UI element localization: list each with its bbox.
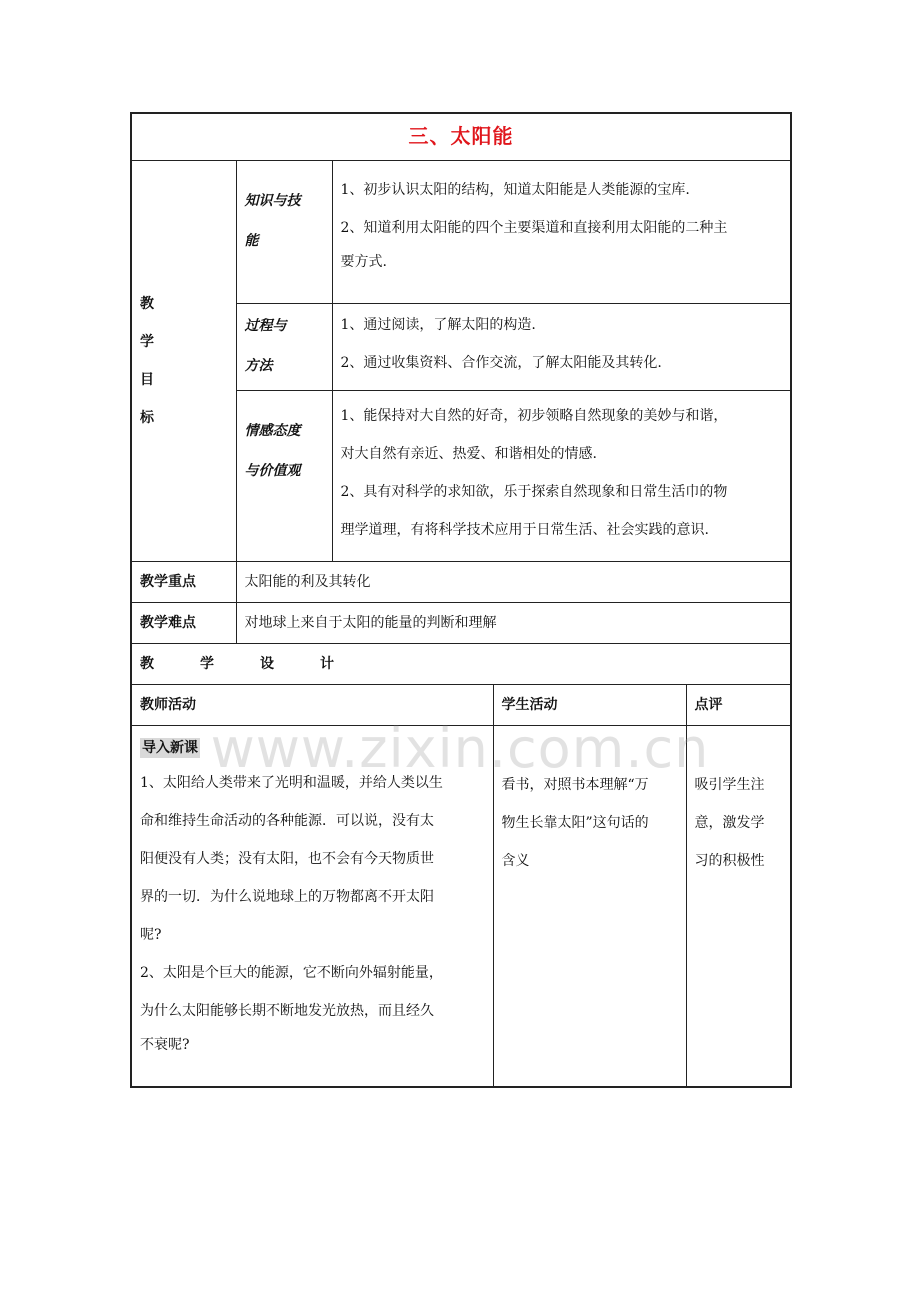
- teacher-line: 呢?: [140, 927, 162, 943]
- emotion-item: 理学道理，有将科学技术应用于日常生活、社会实践的意识.: [340, 522, 709, 538]
- student-line: 看书，对照书本理解“万: [501, 777, 649, 793]
- comment-line: 习的积极性: [694, 853, 765, 869]
- comment-line: 吸引学生注: [694, 777, 765, 793]
- teacher-line: 1、太阳给人类带来了光明和温暖，并给人类以生: [140, 775, 443, 791]
- teacher-line: 命和维持生命活动的各种能源．可以说，没有太: [140, 813, 434, 829]
- student-line: 物生长靠太阳”这句话的: [501, 815, 649, 831]
- key-point-value: 太阳能的利及其转化: [236, 562, 791, 603]
- knowledge-item: 1、初步认识太阳的结构，知道太阳能是人类能源的宝库.: [340, 182, 690, 198]
- emotion-item: 对大自然有亲近、热爱、和谐相处的情感.: [340, 446, 597, 462]
- goals-label-char: 学: [140, 334, 154, 350]
- design-heading: [131, 644, 791, 685]
- difficulty-value: 对地球上来自于太阳的能量的判断和理解: [236, 603, 791, 644]
- knowledge-item: 要方式.: [340, 254, 387, 270]
- student-line: 含义: [501, 853, 530, 869]
- process-item: 2、通过收集资料、合作交流，了解太阳能及其转化.: [340, 355, 662, 371]
- teacher-line: 为什么太阳能够长期不断地发光放热，而且经久: [140, 1003, 434, 1019]
- comment-header: 点评: [686, 685, 791, 726]
- teacher-line: 2、太阳是个巨大的能源，它不断向外辐射能量，: [140, 965, 443, 981]
- emotion-item: 1、能保持对大自然的好奇，初步领略自然现象的美妙与和谐，: [340, 408, 728, 424]
- teacher-line: 界的一切．为什么说地球上的万物都离不开太阳: [140, 889, 434, 905]
- process-label: [236, 304, 332, 391]
- emotion-label-line: 与价值观: [244, 463, 301, 479]
- emotion-content: [332, 391, 791, 562]
- lesson-plan: [130, 112, 790, 1088]
- watermark: www.zixin.com.cn: [210, 717, 710, 780]
- goals-label-char: 教: [140, 296, 154, 312]
- process-label-line: 方法: [244, 358, 273, 374]
- knowledge-label-line: 知识与技: [244, 193, 301, 209]
- process-label-line: 过程与: [244, 318, 287, 334]
- goals-label-char: 目: [140, 372, 154, 388]
- teacher-activity: [131, 726, 493, 1088]
- comment-cell: [686, 726, 791, 1088]
- intro-label: 导入新课: [142, 740, 198, 756]
- design-char: 计: [320, 656, 334, 672]
- knowledge-label: [236, 161, 332, 304]
- key-point-label: 教学重点: [131, 562, 236, 603]
- goals-label: [131, 161, 236, 562]
- emotion-label-line: 情感态度: [244, 423, 301, 439]
- process-item: 1、通过阅读，了解太阳的构造.: [340, 317, 536, 333]
- page-title: 三、太阳能: [408, 124, 514, 148]
- student-activity-header: 学生活动: [493, 685, 686, 726]
- teacher-activity-header: 教师活动: [131, 685, 493, 726]
- emotion-label: [236, 391, 332, 562]
- knowledge-label-line: 能: [244, 233, 259, 249]
- difficulty-label: 教学难点: [131, 603, 236, 644]
- design-char: 教: [140, 656, 154, 672]
- emotion-item: 2、具有对科学的求知欲，乐于探索自然现象和日常生活巾的物: [340, 484, 728, 500]
- lesson-table: [130, 112, 792, 1088]
- knowledge-content: [332, 161, 791, 304]
- goals-label-char: 标: [140, 410, 154, 426]
- design-char: 学: [200, 656, 214, 672]
- process-content: [332, 304, 791, 391]
- student-activity: [493, 726, 686, 1088]
- comment-line: 意，激发学: [694, 815, 765, 831]
- knowledge-item: 2、知道利用太阳能的四个主要渠道和直接利用太阳能的二种主: [340, 220, 728, 236]
- title-cell: [131, 113, 791, 161]
- teacher-line: 阳便没有人类；没有太阳，也不会有今天物质世: [140, 851, 434, 867]
- teacher-line: 不衰呢?: [140, 1037, 190, 1053]
- design-char: 设: [260, 656, 274, 672]
